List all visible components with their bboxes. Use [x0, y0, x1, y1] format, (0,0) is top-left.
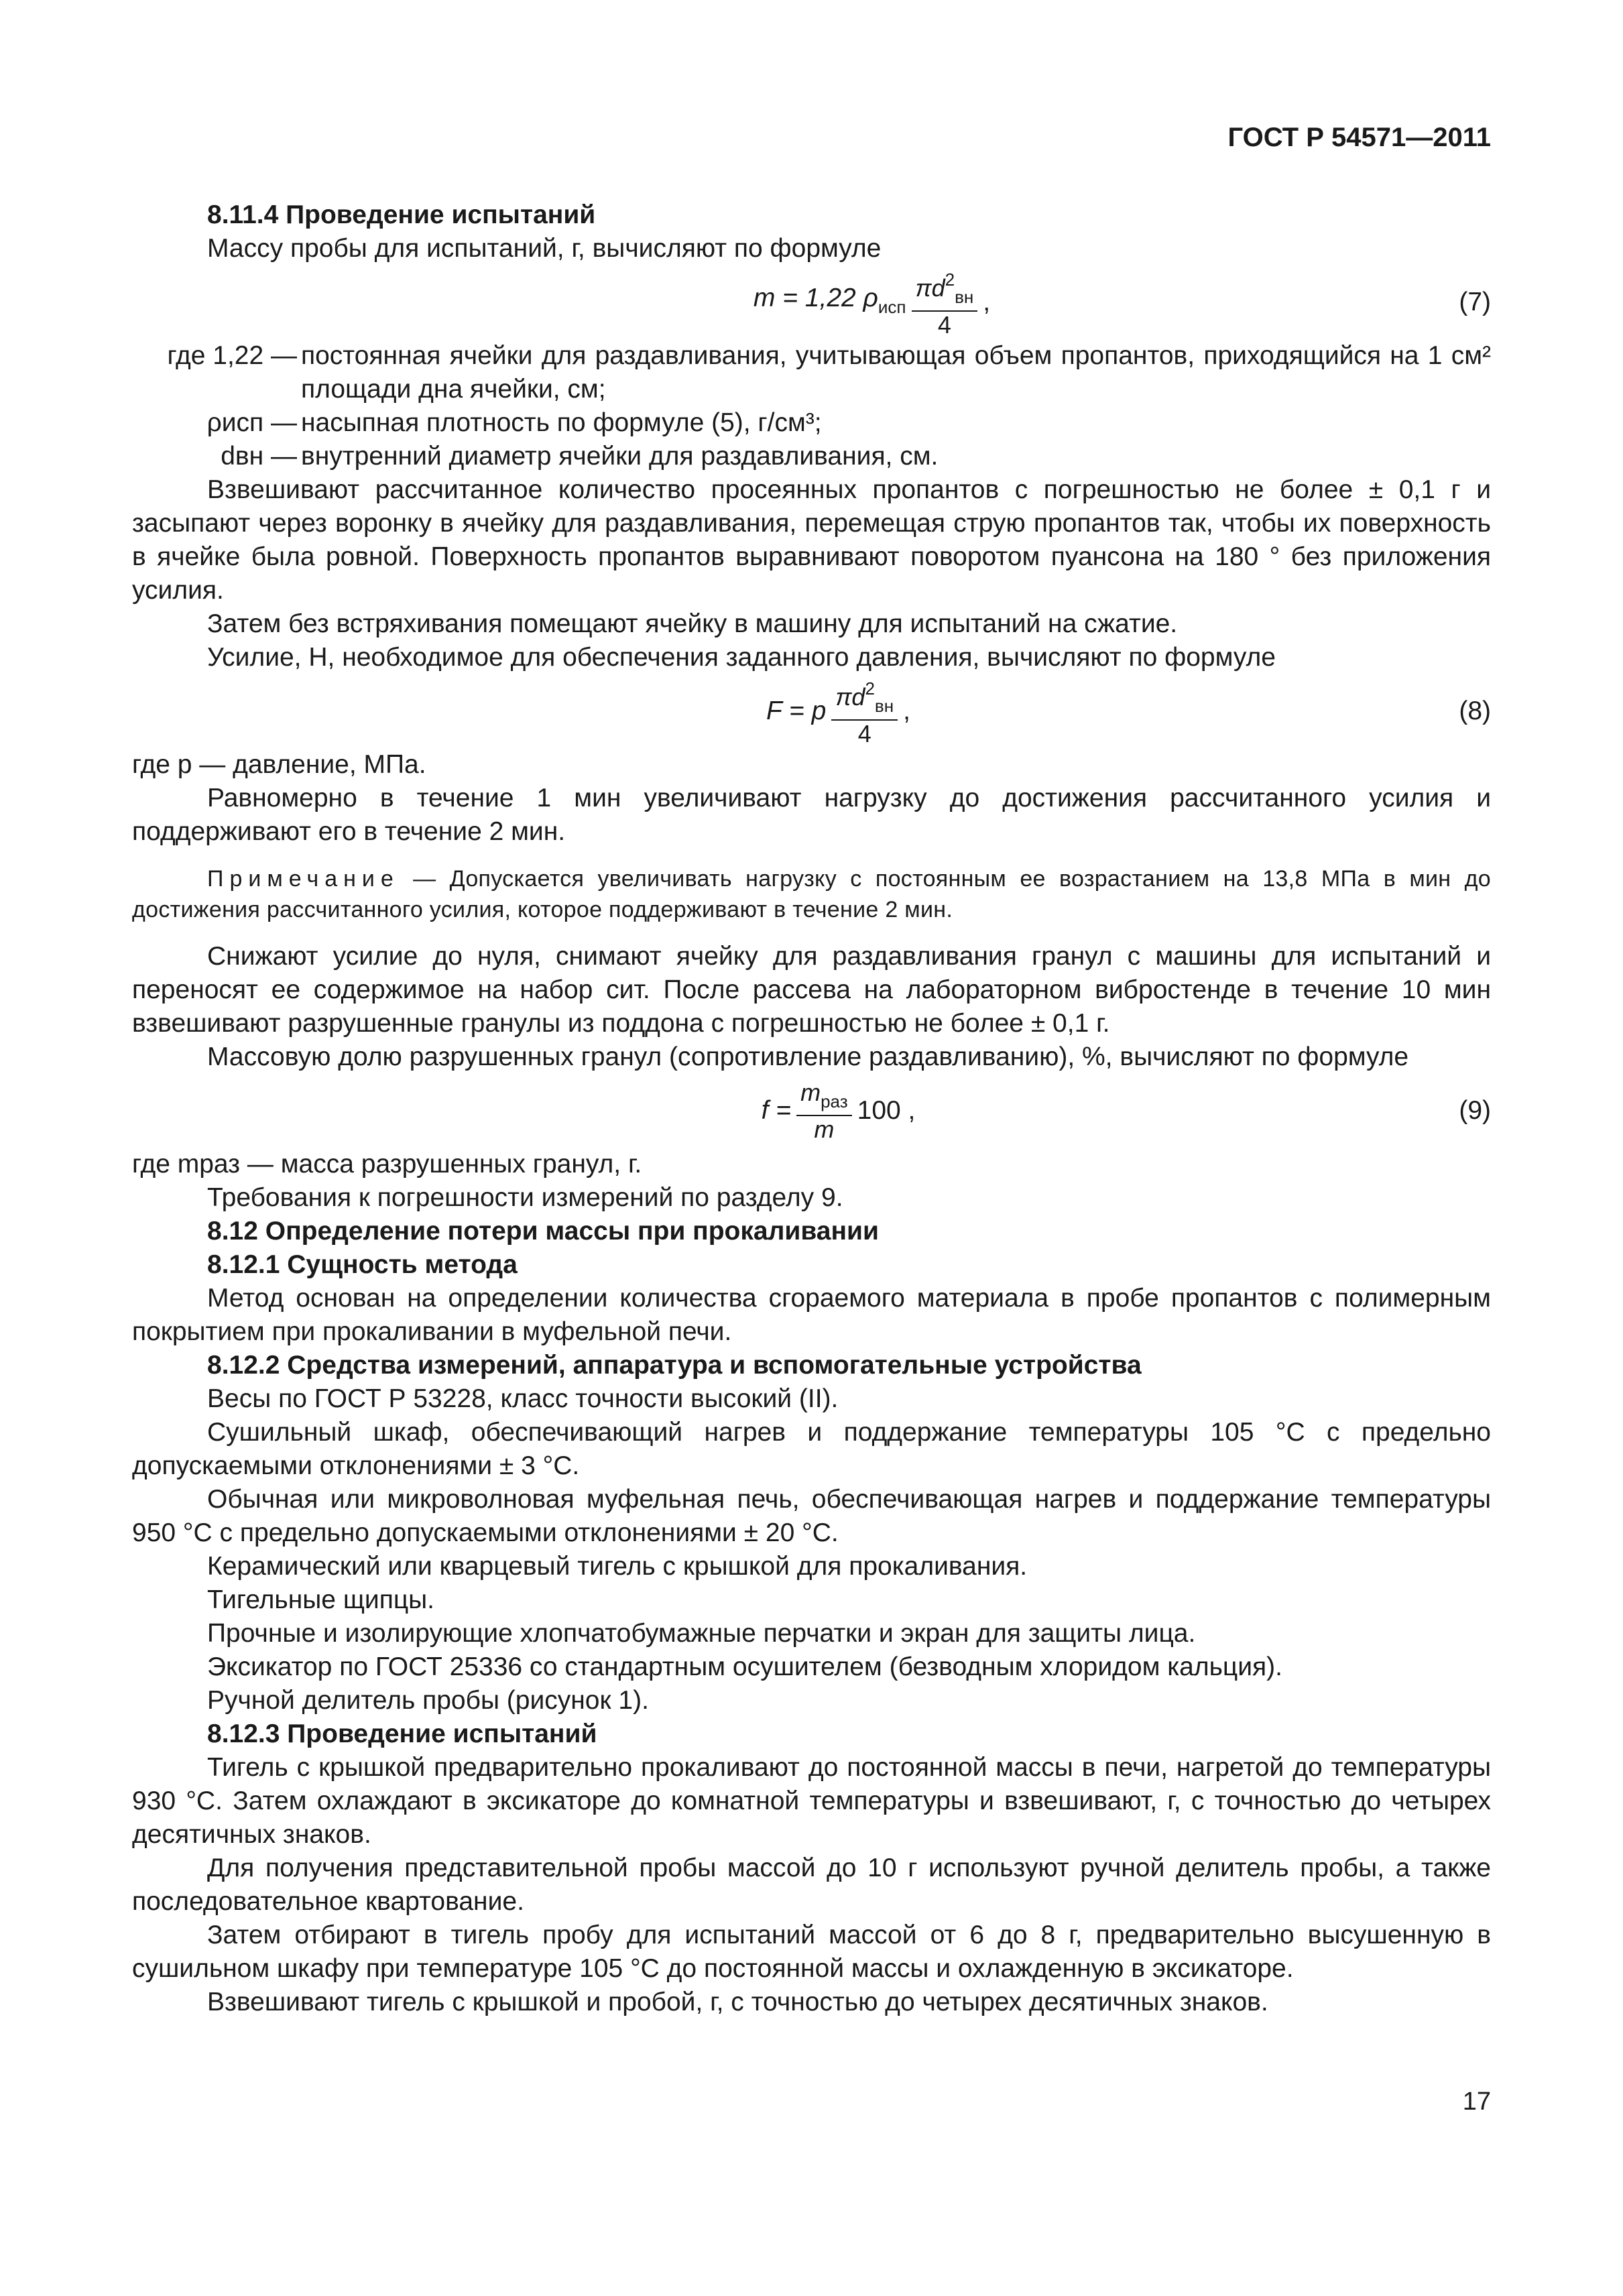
paragraph: Затем отбирают в тигель пробу для испытаний массой от 6 до 8 г, предварительно высушенную в сушильном шкафу при температуре 105 °С до постоянной массы и охлажденную в эксикаторе. [132, 1921, 1491, 1983]
equation-number: (8) [1459, 697, 1491, 725]
section-heading-8-12-3: 8.12.3 Проведение испытаний [207, 1719, 597, 1748]
where-key: dвн — [221, 442, 297, 471]
list-item: Прочные и изолирующие хлопчатобумажные перчатки и экран для защиты лица. [207, 1619, 1196, 1648]
paragraph: Равномерно в течение 1 мин увеличивают нагрузку до достижения рассчитанного усилия и поддерживают его в течение 2 мин. [132, 784, 1491, 846]
paragraph: Снижают усилие до нуля, снимают ячейку для раздавливания гранул с машины для испытаний и переносят ее содержимое на набор сит. После рассева на лабораторном вибростенде в течение 10 мин взвешивают разрушенные гранулы из поддона с погрешностью не более ± 0,1 г. [132, 942, 1491, 1038]
document-header: ГОСТ Р 54571—2011 [1227, 123, 1491, 152]
where-value: внутренний диаметр ячейки для раздавливания, см. [301, 442, 939, 471]
where-value: насыпная плотность по формуле (5), г/см³; [301, 408, 822, 437]
formula-9: f = $\frac{m_{раз}}{m}$ 100 , (9) [761, 1078, 1491, 1143]
paragraph: Массовую долю разрушенных гранул (сопротивление раздавливанию), %, вычисляют по формуле [207, 1042, 1409, 1071]
formula-lhs: F = p [766, 697, 827, 725]
formula-fraction: $\frac{\pi d^2_{вн}}{4}$ [831, 675, 898, 747]
page-number: 17 [1462, 2088, 1491, 2116]
section-heading-8-12-1: 8.12.1 Сущность метода [207, 1250, 518, 1279]
where-list [132, 339, 1491, 473]
equation-number: (7) [1459, 288, 1491, 316]
formula-lhs: m = 1,22 $\rho_{исп}$ [753, 283, 906, 317]
note-label: Примечание [207, 866, 400, 892]
paragraph: Затем без встряхивания помещают ячейку в машину для испытаний на сжатие. [207, 609, 1178, 638]
list-item: Ручной делитель пробы (рисунок 1). [207, 1686, 649, 1715]
formula-fraction: $\frac{\pi d^2_{вн}}{4}$ [912, 266, 978, 339]
where-key: где 1,22 — [167, 341, 297, 370]
paragraph: Для получения представительной пробы массой до 10 г используют ручной делитель пробы, а также последовательное квартование. [132, 1854, 1491, 1916]
section-heading-8-12: 8.12 Определение потери массы при прокаливании [207, 1217, 879, 1246]
section-heading-8-12-2: 8.12.2 Средства измерений, аппаратура и вспомогательные устройства [207, 1351, 1142, 1380]
paragraph: Массу пробы для испытаний, г, вычисляют по формуле [207, 234, 882, 263]
equation-number: (9) [1459, 1096, 1491, 1125]
paragraph: где p — давление, МПа. [132, 750, 426, 779]
formula-8: F = p $\frac{\pi d^2_{вн}}{4}$ , (8) [132, 674, 1491, 748]
list-item: Тигельные щипцы. [207, 1585, 435, 1614]
paragraph: Взвешивают тигель с крышкой и пробой, г, с точностью до четырех десятичных знаков. [207, 1988, 1268, 2016]
paragraph: Метод основан на определении количества сгораемого материала в пробе пропантов с полимерным покрытием при прокаливании в муфельной печи. [132, 1284, 1491, 1346]
paragraph: Требования к погрешности измерений по разделу 9. [207, 1183, 843, 1212]
list-item: Весы по ГОСТ Р 53228, класс точности высокий (II). [207, 1384, 839, 1413]
formula-lhs: f = [761, 1096, 792, 1125]
list-item: Эксикатор по ГОСТ 25336 со стандартным осушителем (безводным хлоридом кальция). [207, 1652, 1282, 1681]
page-content [132, 198, 1491, 2019]
where-key: ρисп — [206, 408, 297, 437]
section-heading-8-11-4: 8.11.4 Проведение испытаний [207, 200, 596, 229]
list-item: Обычная или микроволновая муфельная печь, обеспечивающая нагрев и поддержание температуры 950 °С с предельно допускаемыми отклонениями ± 20 °С. [132, 1485, 1491, 1547]
paragraph: Усилие, Н, необходимое для обеспечения заданного давления, вычисляют по формуле [207, 643, 1276, 672]
note [132, 863, 1491, 925]
paragraph: Тигель с крышкой предварительно прокаливают до постоянной массы в печи, нагретой до температуры 930 °С. Затем охлаждают в эксикаторе до комнатной температуры и взвешивают, г, с точностью до четырех десятичных знаков. [132, 1753, 1491, 1849]
note-text: — Допускается увеличивать нагрузку с постоянным ее возрастанием на 13,8 МПа в мин до достижения рассчитанного усилия, которое поддерживают в течение 2 мин. [132, 866, 1491, 922]
where-value: постоянная ячейки для раздавливания, учитывающая объем пропантов, приходящийся на 1 см² площади дна ячейки, см; [301, 341, 1491, 404]
formula-7: m = 1,22 $\rho_{исп}$ $\frac{\pi d^2_{вн}}{4}$ , (7) [132, 265, 1491, 339]
list-item: Керамический или кварцевый тигель с крышкой для прокаливания. [207, 1552, 1028, 1581]
paragraph: Взвешивают рассчитанное количество просеянных пропантов с погрешностью не более ± 0,1 г и засыпают через воронку в ячейку для раздавливания, перемещая струю пропантов так, чтобы их поверхность в ячейке была ровной. Поверхность пропантов выравнивают поворотом пуансона на 180 ° без приложения усилия. [132, 475, 1491, 605]
list-item: Сушильный шкаф, обеспечивающий нагрев и поддержание температуры 105 °С с предельно допускаемыми отклонениями ± 3 °С. [132, 1418, 1491, 1480]
formula-fraction: $\frac{m_{раз}}{m}$ [796, 1079, 852, 1143]
paragraph: где mраз — масса разрушенных гранул, г. [132, 1150, 642, 1179]
